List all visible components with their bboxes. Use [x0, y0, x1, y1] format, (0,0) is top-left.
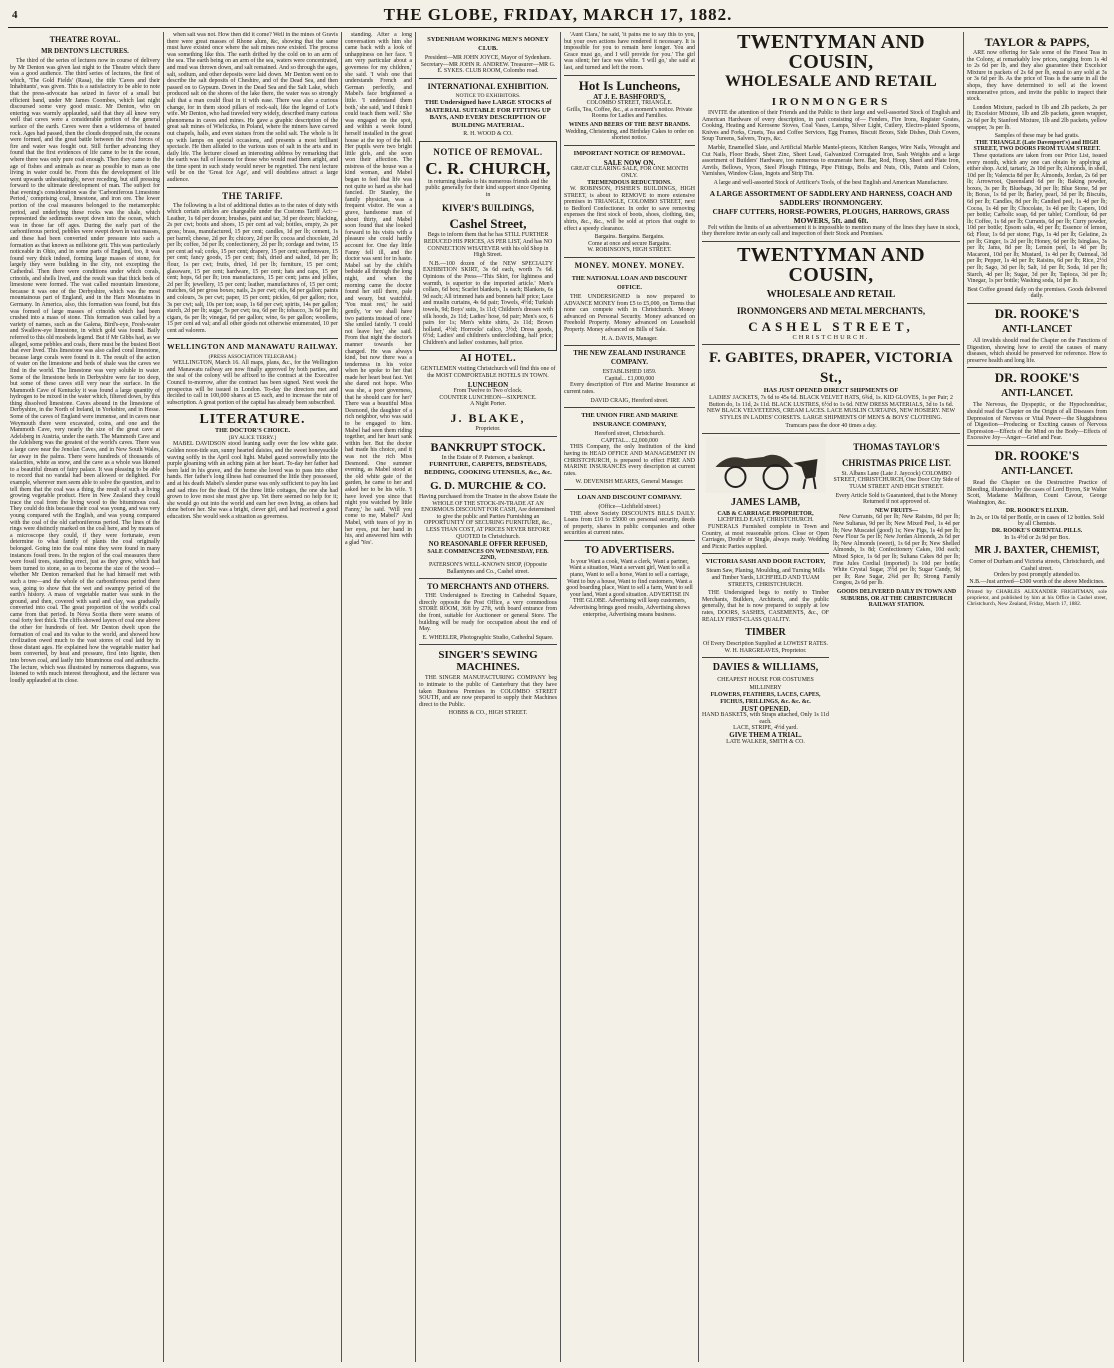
story-text: MABEL DAVIDSON stood leaning sadly over the low white gate. Golden noon-tide sun, sunny hearted daisies, and the sweet honeysuckle waving softly in the April cool light. Mabel gazed sorrowfully into the purple gloaming with an aching pain at her heart. To-day her father had been laid in his grave, and the home she loved was to pass into other hands. Her father's long illness had consumed the little they possessed, and at his death Mabel's slender purse was only sufficient to pay his last and sad rites for the dead. Of the three little cottages, the one she had grown to love most she must give up. Yet there seemed no help for it; she would go out into the world and earn her own living, as others had done before her. She was a bright, clever girl, and had received a good education. She would seek a situation as governess. — [167, 441, 338, 520]
blake-name: J. BLAKE, — [450, 411, 526, 426]
twentyman-tools: A large and well-assorted Stock of Artificer's Tools, of the best English and American Manufacture. — [713, 179, 949, 186]
come-at-once: Come at once and secure Bargains. — [588, 240, 671, 247]
twentyman-note: Felt within the limits of an advertisement it is impossible to mention many of the lines they have in stock, they therefore invite an early call and inspection of their Stock and Premises. — [702, 224, 960, 238]
pills-text: In 1s 4½d or 2s 9d per Box. — [1004, 534, 1070, 541]
saddlery-line: A LARGE ASSORTMENT OF SADDLERY AND HARNESS, COACH AND SADDLERS' IRONMONGERY. — [709, 188, 953, 207]
sydenham-heading: SYDENHAM WORKING MEN'S MONEY CLUB. — [427, 36, 549, 52]
taylor-ad — [833, 437, 960, 745]
luncheon-hours: From Twelve to Two o'clock. — [453, 388, 523, 395]
advertisers-heading: TO ADVERTISERS. — [584, 544, 675, 556]
church-name: C. R. CHURCH, — [425, 158, 551, 178]
column-rule — [163, 32, 164, 1362]
hargreaves-signature: W. H. HARGREAVES, Proprietor. — [724, 647, 807, 654]
gabites-heading: F. GABITES, DRAPER, VICTORIA St., — [708, 350, 953, 387]
nz-capital: Capital... £1,000,000 — [604, 375, 655, 382]
church-prices: Begs to inform them that he has STILL FURTHER REDUCED HIS PRICES, AS PER LIST, And has NO CONNECTION WHATEVER with his old Shop in High Street. — [423, 232, 553, 259]
church-price-list: N.B.—100 dozen of the NEW SPECIALTY EXHIBITION SKIRT, 3s 6d each, worth 7s 6d. Opinions of the Press—'This Skirt, for lightness and warmth, is superior to the imported article.' Men's collars, 6d box; Scarlet blankets, 1s each; Blankets, 6s 9d each; All trimmed hats and bonnets half price; Lace and muslin curtains, 4s 6d pair; Towels, 4½d; Turkish towels, 9d; Boys' suits, 1s 11d; Children's dresses with silk hoods, 2s 11d; Ladies' hose, 6d pair; Men's sox, 6 pairs for 1s; Men's white shirts, 2s 11d; Brown holland, 4½d; Horrocks' calico, 3½d; Dress goods, 6½d; Ladies' and children's underclothing, half price; Children's and ladies' costumes, half price. — [423, 260, 553, 346]
column-rule — [415, 32, 416, 1362]
robinson-signature: W. ROBINSON'S, HIGH STREET. — [587, 247, 672, 254]
sale-now-on: SALE NOW ON. — [603, 158, 656, 167]
coffee-note: Best Coffee ground daily on the premises. Goods delivered daily. — [967, 286, 1107, 300]
gabites-list: LADIES' JACKETS, 7s 6d to 45s 6d. BLACK VELVET HATS, 6¾d, 1s. KID GLOVES, 1s per Pair; 2 Button do, 1s 11d, 2s 11d. BLACK LUSTRES, 6½d to 1s 6d. NEW DRESS MATERIALS, 3d to 1s 6d. NEW BLACK VELVETEENS, CREAM LACES. LACE MUSLIN CURTAINS, NEW HOSIERY. NEW STYLES IN LADIES' CORSETS. LARGE SHIPMENTS OF MEN'S & BOYS' CLOTHING. — [706, 394, 956, 421]
timber-sub: Of Every Description Supplied at LOWEST RATES. — [702, 641, 829, 648]
taylor-address: St. Albans Lane (Late J. Jaycock) COLOMBO STREET, CHRISTCHURCH, One Door City Side of TUAM STREET AND HIGH STREET. — [833, 470, 960, 491]
taylor-papps-heading: TAYLOR & PAPPS, — [984, 35, 1090, 49]
bargains-line: Bargains. Bargains. Bargains. — [594, 234, 665, 241]
singer-heading: SINGER'S SEWING MACHINES. — [438, 649, 538, 674]
divider — [702, 657, 829, 658]
divider — [167, 409, 338, 410]
wholesale-heading-2: WHOLESALE AND RETAIL — [766, 288, 896, 300]
twentyman-heading: TWENTYMAN AND COUSIN, — [737, 32, 925, 73]
tea-mixtures: London Mixture, packed in 1lb and 2lb packets, 2s per lb; Excelsior Mixture, 1lb and 2lb packets, green wrapper, 2s 6d per lb; Stanford Mixture, 1lb and 2lb packets, yellow wrapper, 3s per lb. — [967, 104, 1107, 131]
removal-heading: NOTICE OF REMOVAL. — [433, 146, 543, 157]
tariff-heading: THE TARIFF. — [222, 190, 283, 201]
railway-heading: WELLINGTON AND MANAWATU RAILWAY. — [167, 341, 338, 351]
literature-heading: LITERATURE. — [199, 412, 306, 428]
counter-luncheon: COUNTER LUNCHEON—SIXPENCE. — [439, 394, 537, 401]
wood-signature: R. H. WOOD & CO. — [463, 131, 513, 137]
union-text: THIS Company, the only Institution of the kind having its HEAD OFFICE AND MANAGEMENT IN CHRISTCHURCH, is prepared to effect FIRE AND MARINE INSURANCES every description at current rates. — [564, 444, 695, 477]
divider — [419, 578, 557, 579]
rooke-text-3: Read the Chapter on the Destructive Practice of Bleeding, illustrated by the cases of Lord Byron, Sir Walter Scott, Madame Malibran, Count Cavour, George Washington, &c. — [967, 479, 1107, 506]
victoria-address: Steam Saw, Planing, Moulding, and Turning Mills and Timber Yards, LICHFIELD AND TUAM STREETS, CHRISTCHURCH. — [706, 568, 825, 588]
divider — [702, 553, 829, 554]
taylor-heading: THOMAS TAYLOR'S — [853, 441, 940, 452]
metal-merchants: IRONMONGERS AND METAL MERCHANTS, — [736, 305, 926, 316]
rooke-heading-2: DR. ROOKE'S — [994, 370, 1080, 386]
column-4 — [419, 32, 557, 1362]
divider — [564, 257, 695, 258]
price-quotations: These quotations are taken from our Price List, issued every month, which any one can obtain by applying at either shop. Acid, tartaric, 2s 10d per lb; Almonds, in shell, 10d per lb; Valencia 8d per lb; Almonds, Jordan, 2s 6d per lb; Arrowroot, Queensland 6d per lb; Baking powder, boxes, 3s per lb; Bluebags, 3d per lb; Blue Stone, 5d per lb; Borax, 1s 6d per lb; Barley, pearl, 3d per lb; Biscuits, 6d per lb; Candles, 8d per lb; Candied peel, 1s 4d per lb; Cocoa, 1s 4d per lb; Chocolate, 1s 4d per lb; Capers, 10d per bottle; Carbolic soap, 6d per tablet; Cornflour, 6d per lb; Coffee, 1s 6d per lb; Currants, 6d per lb; Curry powder, 10d per bottle; Epsom salts, 4d per lb; Essence of lemon, 6d; Flour, 1s 6d per stone; Figs, 1s 4d per lb; Gelatine, 2s per lb; Ginger, 1s 2d per lb; Honey, 6d per lb; Isinglass, 3s per lb; Jams, 8d per lb; Lemon peel, 1s 4d per lb; Macaroni, 10d per lb; Mustard, 1s 4d per lb; Oatmeal, 3d per lb; Pepper, 1s 4d per lb; Raisins, 6d per lb; Rice, 2½d per lb; Sago, 3d per lb; Salt, 1d per lb; Soda, 1d per lb; Starch, 4d per lb; Sugar, 3d per lb; Tapioca, 3d per lb; Vinegar, 1s per bottle; Washing soda, 1d per lb. — [967, 152, 1107, 285]
lecture-article: The third of the series of lectures now in course of delivery by Mr Denton was given last night to the Theatre which there was a good audience. The third series of lectures, the first of which, 'The Gold Fields' (Rasa), the title 'Caves and their Inhabitants', was given. This is a satisfactory to be able to note that the press-advocate has seized in favor of a small but efficient band, under Mr James Coombes, which last night discoursed some very good music. Mr Denton, who on entering was warmly applauded, said that they all knew very well that caves were a considerable portion of the general surface of the earth. Caves were then a wilderness of heated rock. Ages had passed, then the clouds dropped rain, the oceans were formed, and the great battle between the rival forces of fire and water was fought out. Still further advancing they found that the first evidences of life came to be in the ocean, where there was only pure coal enough. Then they came to the age of fishes and animals as near as possible to man as one living in water could be. From this the development of life went upwards unhesitatingly, never receding, but still pressing forward to the ultimate development of man. The subject for that evening's consideration was the 'Carboniferous Limestone Period,' comprising coal, limestone, and iron ore. The lower portion of the coal measures belonged to the metamorphic period, and underlying these rocks was the shale, which represented the sediments swept down into the ocean, which was in those far off ages. During the early part of the carboniferous period, pebbles were swept down in vast masses, and these had been converted under pressure into such a formation as that known as millstone grit. This was particularly noticeable in Ohio, and in some parts of England, too, it was found very thick indeed, forming large masses of stone, for largely they were building in the city, not excepting the Cathedral. Then there were conditions under which corals, crinoids, and shells lived, and the result was that thick beds of limestone were formed. The vast called mountain limestone, because it was one of the Derbyshire, which was the most mountainous part of England, and in the Harz Mountains in Germany. In America, also, this formation was found, but this was formed of large masses of crinoids which had been crushed into a mass of stone. This formation was called by a variety of names, such as the Galena, Bird's-eye, Fresh-water and Swallow-eye limestone, in which gold was found. Baily referred to this old mosbeds legend. But if Mr Gibbs had, as we alleged, some pebbles and coals, there must be the busiest Boot that ever lived. This limestone was also called coral limestone, because large corals were found in it. The result of the action of water on the limestone and beds of shale was the caves we find in the world. The limestone was very soluble in water. Some of the limestone beds in Derbyshire were far too deep, but some of these caves still very near the surface. In the Mammoth Cave of Kentucky it was found a large quantity of hydrogen to be mixed in the water which, filtered down, by this thing dissolved limestone. Caves abound in the limestone of Derbyshire, in the North of Ireland, in Yorkshire, and in Hesse. Some of the caves of England were immense, and in caves near Weymouth there were excavated, coins, and one and the Mammoth Cave, very nearly the size of the great cave at Adelsberg in Austria, under the earth. The Mammoth Cave and the Adelsberg was the greatest of the world's caves. There was a large cave near the Jenolan Caves, and in New South Wales, far away in the palms. There were hundreds of thousands of stalactites, white as snow, and the cave as a whole was likened to a beautiful dream of fairy palace. It was pleasing to be able to record that no vandal had been allowed or delighted. For example, wherever men seem able to solve the question, and to tell them that the coal was a thing, the result of such a living growing vegetable product. Here in New Zealand they could trace the coal from the living wood to the bituminous coal. They could do this because their coal was young, and was very young compared with the English, and was young compared with the coal of the old carboniferous period. The lines of the rings were distinctly marked on the coal here, and by means of a microscope they could, if they were fortunate, even determine to what family of plants the coal originally belonged. Going into the coal mine they were found in many instances fossil trees. In the region of the coal measures there were fossil trees, standing erect, just as they grew, which had been turned to stone, so as to become the size of the wood—whether Mr Denton remarked that he had himself met with such a tree—and the whole of the carboniferous period there was, going to show that the wet and swampy period of the earth's history. A mass of vegetable matter was sunk in the ground, and then, covered with sand and clay, was gradually converted into coal. The great proportion of the world's coal came from that period. In Nova Scotia there were seams of coal forty feet thick. The cliffs showed layers of coal one above the other for hundreds of feet. Mr Denton dwelt upon the formation of coal and its value to the world, and showed how civilization owed much to the vast stores of coal laid by in those distant ages. He explained how the vegetable matter had been converted, by heat and pressure, first into lignite, then into brown coal, and lastly into bituminous coal and anthracite. The lecture, which was illustrated by numerous diagrams, was listened to with much interest throughout, and the lecturer was loudly applauded at its close. — [10, 58, 160, 684]
divider — [564, 489, 695, 490]
hand-baskets: HAND BASKETS, with Straps attached, Only 1s 11d each. — [702, 712, 829, 725]
twentyman-heading-2: TWENTYMAN AND COUSIN, — [737, 243, 925, 286]
railway-subheading: (PRESS ASSOCIATION TELEGRAM.) — [208, 353, 297, 360]
merchants-text: THE Undersigned is Erecting in Cathedral Square, directly opposite the Post Office, a very commodious STORE ROOM, 36ft by 27ft, with board entrance from the front, suitable for Auctioneer or general Store. The building will be ready for occupation about the end of May. — [419, 593, 557, 633]
late-walker: LATE WALKER, SMITH & CO. — [726, 738, 805, 745]
column-rule — [341, 32, 342, 1362]
theatre-heading: THEATRE ROYAL. — [49, 35, 121, 44]
anti-lancet-3: ANTI-LANCET. — [1001, 465, 1073, 477]
lamb-ad — [702, 437, 829, 745]
rooke-heading-1: DR. ROOKE'S — [994, 305, 1080, 321]
clearing-sale: GREAT CLEARING SALE, FOR ONE MONTH ONLY. — [570, 166, 689, 179]
bankrupt-estate: In the Estate of P. Paterson, a bankrupt. — [441, 454, 535, 461]
taylor-papps-text: ARE now offering for Sale some of the Finest Teas in the Colony, at remarkably low prices, ranging from 1s 4d to 2s 6d per lb, and they also guarantee their Excelsior Mixture in packets of 2s 6d per lb, equal to any sold at 3s or 3s 6d per lb. As the price of Teas is the same in all the shops, they have determined to sell at the lowest remunerative prices, and invite the public to inspect their stock. — [967, 50, 1107, 103]
lamb-name: JAMES LAMB, — [731, 496, 800, 508]
tramcars-note: Tramcars pass the door 40 times a day. — [785, 423, 877, 430]
story-title: THE DOCTOR'S CHOICE. — [214, 427, 290, 435]
rooke-text-1: All invalids should read the Chapter on the Functions of Digestion, showing how to avoid the causes of many diseases, which should be preserved for reference. How to preserve health and long life. — [967, 337, 1107, 364]
loan-text: THE UNDERSIGNED is now prepared to ADVANCE MONEY from £5 to £5,000, on Terms that none can compete with in Christchurch. Money advanced on Personal Security. Money advanced on Freehold Property. Money advanced on Leasehold Property. Money advanced on Bills of Sale. — [564, 294, 695, 333]
church-intro: in returning thanks to his numerous friends and the public generally for their kind support since Opening in — [425, 178, 551, 198]
wheeler-signature: E. WHEELER, Photographic Studio, Cathedral Square. — [422, 634, 554, 641]
divider — [702, 344, 960, 345]
masthead — [8, 4, 1108, 28]
masthead-title: THE GLOBE, FRIDAY, MARCH 17, 1882. — [383, 5, 733, 24]
imprint: Printed by CHARLES ALEXANDER FRIGHTMAN, sole proprietor, and published by him at his Office in Cashel street, Christchurch, New Zealand, Friday, March 17, 1882. — [967, 586, 1107, 607]
twentyman-stock: INVITE the attention of their Friends and the Public to their large and well-assorted Stock of English and American Hardware of every description, in part consisting of— Fenders, Fire Irons, Register Grates, Cooking, Heating and Kerosene Stoves, Coal Vases, Lamps, Silver Light, Cutlery, Electro-plated Spoons, Knives and Forks, Cruets, Tea and Coffee Services, Egg Frames, Biscuit Boxes, Side Dishes, Dish Covers, Soup Tureens, Salvers, Trays, &c. — [702, 110, 960, 143]
cashel-street-2: CASHEL STREET, — [748, 318, 914, 334]
davies-text: FLOWERS, FEATHERS, LACES, CAPES, FICHUS, FRILLINGS, &c. &c. &c. — [710, 692, 821, 705]
davies-heading: DAVIES & WILLIAMS, — [712, 662, 819, 674]
divider — [702, 241, 960, 242]
christchurch-line: CHRISTCHURCH. — [792, 333, 870, 341]
bankrupt-heading: BANKRUPT STOCK. — [430, 439, 546, 454]
union-heading: THE UNION FIRE AND MARINE INSURANCE COMPANY, — [581, 412, 678, 429]
nz-text: Every description of Fire and Marine Insurance at current rates. — [564, 382, 695, 395]
gabites-subheading: HAS JUST OPENED DIRECT SHIPMENTS OF — [763, 387, 899, 395]
divider — [564, 145, 695, 146]
lower-ads — [702, 437, 960, 745]
twentyman-hardware: Marble, Enamelled Slate, and Artificial Marble Mantel-pieces, Kitchen Ranges, Wire Nails, Wrought and Cut Nails, Floor Brads, Sheet Zinc, Sheet Lead, Galvanized Corrugated Iron, Sash Weights and a large assortment of Builders' Hardware, too numerous to enumerate here. Bar, Rod, Hoop, Sheet and Plate Iron, Anvils, Bellows, Vyces, Steel Plough Fittings, Pipe Fittings, Bolts and Nuts, Oils, Paints and Colors, Varnishes, Window Glass, Ingots and Strip Tin. — [702, 144, 960, 178]
blake-title: Proprietor. — [475, 426, 501, 433]
salt-article: when salt was not. How then did it come? Well in the mines of Gravis there were great masses of Rhone alum, &c, showing that the same must have existed once where the salt mines now existed. The process was something like this. The earth drifted by the cold on to an arm of the sea. The earth being on an arm of the sea, waters were concentrated, and mud was thrown down, and salt remained. And so through the ages, salt, sodium, and other deposits were laid down. Mr Denton went on to describe the salt deposits of Cheshire, and of the Dead Sea, and then passed on to Gypsum. Down in the Dead Sea and the Salt Lake, which produced salt on the shores of the lake there, the water was so strongly salt that a man could float in it with ease. There was also a curious change, for in them stood pillars of rock-salt, like the legend of Lot's wife. Mr Denton, who had traveled very widely, described many curious phenomena in caves and mines. He gave a graphic description of the great salt mines of Wieliczka, in Poland, where the miners have carved out chapels, halls, and even statues from the solid salt. The whole is lit up with lamps on special occasions, and presents a most brilliant spectacle. He then alluded to the various uses of salt in the arts and in daily life. The lecturer closed an interesting address by remarking that the earth was full of lessons for those who would read them aright, and the time spent in such study would never be regretted. The next lecture will be on the 'Great Ice Age', and will doubtless attract a large audience. — [167, 32, 338, 184]
divider — [167, 338, 338, 339]
anti-lancet-2: ANTI-LANCET. — [1001, 388, 1073, 400]
loan-company-text: THE above Society DISCOUNTS BILLS DAILY. Loans from £10 to £5000 on personal security, deeds of property, shares in public companies and other securities at current rates. — [564, 510, 695, 537]
luncheons-heading: Hot Is Luncheons, — [578, 77, 681, 93]
singer-text: THE SINGER MANUFACTURING COMPANY beg to intimate to the public of Canterbury that they have taken Business Premises in COLOMBO STREET SOUTH, and are now prepared to supply their Machines direct to the Public. — [419, 675, 557, 708]
railway-article: WELLINGTON, March 16. All maps, plans, &c., for the Wellington and Manawatu railway are now finally approved by both parties, and the seal of the colony will be affixed to the contract at the Executive Council to-morrow, after the contract has been signed. Next week the prospectus will be issued in London. To-day the directors met and decided to call in 100,000 shares at £5 each, and to increase the rate of subscription. A great portion of the capital has already been subscribed. — [167, 360, 338, 406]
nz-established: ESTABLISHED 1859. — [602, 369, 657, 376]
divider — [419, 644, 557, 645]
victoria-text: THE Undersigned begs to notify to Timber Merchants, Builders, Architects, and the public generally, that he is now prepared to supply at low rates, DOORS, SASHES, CASEMENTS, &c., OF REALLY FIRST-CLASS QUALITY. — [702, 590, 829, 623]
divider — [419, 436, 557, 437]
exhibitors-notice: NOTICE TO EXHIBITORS. — [455, 92, 521, 99]
rooke-heading-3: DR. ROOKE'S — [994, 447, 1080, 463]
victoria-heading: VICTORIA SASH AND DOOR FACTORY, — [705, 558, 826, 566]
bashford-name: AT J. E. BASHFORD'S, — [593, 92, 666, 101]
sydenham-text: President—MR JOHN JOYCE, Mayor of Sydenham. Secretary—MR JOHN R. ANDREW. Treasurer—MR G. E. SYKES. CLUB ROOM, Colombo road. — [420, 55, 556, 75]
anti-lancet-1: ANTI-LANCET — [1001, 323, 1072, 335]
fruits-list: New Currants, 6d per lb; New Raisins, 8d per lb; New Sultanas, 9d per lb; New Mixed Peel, 1s 4d per lb; New Muscatel (good) 1s; New Figs, 1s 4d per lb; New Flour 5s per lb; New Jordan Almonds, 2s 6d per lb; New Almonds (sweet), 1s 6d per lb; New Shelled Almonds, 1s 8d; Confectionery Cakes, 10d each; Mixed Spice, 1s 6d per lb; Sultana Cakes 8d per lb; Fine Jules Cordial (imported) 1s 10d per bottle; White Crystal Sugar, 3½d per lb; Sugar Candy, 9d per lb; Raw Sugar, 2¾d per lb; Strong Family Congou, 2s 6d per lb. — [833, 514, 960, 587]
no-offer-refused: NO REASONABLE OFFER REFUSED, — [428, 541, 548, 549]
goods-delivered: GOODS DELIVERED DAILY IN TOWN AND SUBURBS, OR AT THE CHRISTCHURCH RAILWAY STATION. — [836, 588, 957, 609]
bankrupt-text: Having purchased from the Trustee in the above Estate the WHOLE OF THE STOCK-IN-TRADE AT AN ENORMOUS DISCOUNT FOR CASH, Are determined to give the public and Parties Furnishing an OPPORTUNITY OF SECURING FURNITURE, &c., LESS THAN COST, AT PRICES NEVER BEFORE QUOTED In Christchurch. — [419, 494, 557, 540]
new-fruits-label: NEW FRUITS— — [875, 507, 918, 514]
chaff-line: CHAFF CUTTERS, HORSE-POWERS, PLOUGHS, HARROWS, GRASS MOWERS, 5ft. and 6ft. — [712, 206, 950, 225]
divider — [564, 75, 695, 76]
lamb-address: LICHFIELD EAST, CHRISTCHURCH. — [717, 517, 814, 524]
just-opened: JUST OPENED. — [740, 704, 791, 713]
union-capital: CAPITAL... £2,000,000 — [601, 437, 658, 444]
column-5 — [564, 32, 695, 1362]
column-7 — [967, 32, 1107, 1362]
tremendous-reductions: TREMENDOUS REDUCTIONS. — [587, 179, 672, 186]
column-3 — [345, 32, 412, 1362]
column-rule — [698, 32, 699, 1362]
column-rule — [560, 32, 561, 1362]
paterson-shop: PATERSON'S WELL-KNOWN SHOP, (Opposite Ballantynes and Co., Cashel street. — [429, 561, 547, 575]
divider — [167, 187, 338, 188]
timber-heading: TIMBER — [745, 627, 786, 639]
removal-notice-heading: IMPORTANT NOTICE OF REMOVAL. — [573, 149, 686, 157]
divider — [702, 433, 960, 434]
elixir-text: In 2s, or 10s 6d per Bottle, or in cases of 12 bottles. Sold by all Chemists. — [970, 514, 1104, 528]
give-trial: GIVE THEM A TRIAL. — [729, 730, 802, 739]
tariff-article: The following is a list of additional duties as to the rates of duty with which certain articles are chargeable under the Customs Tariff Act:— Leather, 1s 6d per dozen; brushes, paint and tar, 3d per dozen; blacking, 2s per cwt; boots and shoes, 15 per cent ad val; bottles, empty, 2s per gross; brass, manufactured, 15 per cent; candles, 1d per lb; cement, 1s per barrel; cheese, 2d per lb; chicory, 2d per lb; cocoa and chocolate, 2d per lb; coffee, 3d per lb; confectionery, 2d per lb; cordage and twine, 15 per cent ad val; corks, 15 per cent; drapery, 15 per cent; earthenware, 15 per cent; fancy goods, 15 per cent; fish, dried and salted, 1d per lb; flour, 1s per cwt; fruits, dried, 1d per lb; furniture, 15 per cent; glassware, 15 per cent; hardware, 15 per cent; hats and caps, 15 per cent; hops, 6d per lb; iron manufactures, 15 per cent; jams and jellies, 2d per lb; jewellery, 15 per cent; leather, manufactures of, 15 per cent; matches, 6d per gross boxes; nails, 2s per cwt; oils, 6d per gallon; paints and colours, 3s per cwt; paper, 15 per cent; pickles, 6d per gallon; rice, 3s per cwt; salt, 10s per ton; soap, 1s 6d per cwt; spirits, 14s per gallon; starch, 2d per lb; sugar, 5s per cwt; tea, 6d per lb; tobacco, 3s 6d per lb; cigars, 6s per lb; vinegar, 6d per gallon; wine, 6s per gallon; woollens, 15 per cent ad val; and all other goods not otherwise enumerated, 10 per cent ad valorem. — [167, 202, 338, 334]
cashel-street: Cashel Street, — [449, 216, 527, 232]
divider — [564, 345, 695, 346]
loan-office-heading: THE NATIONAL LOAN AND DISCOUNT OFFICE. — [571, 275, 688, 292]
sale-commences: SALE COMMENCES ON WEDNESDAY, FEB. 22ND, — [427, 548, 549, 562]
story-byline: [BY ALICE TERRY.] — [228, 434, 277, 441]
night-porter: A Night Porter. — [470, 401, 506, 408]
wedding-cakes: Wedding, Christening, and Birthday Cakes to order on shortest notice. — [565, 128, 694, 142]
removal-ad — [419, 141, 557, 352]
shop-locations: THE TRIANGLE (Late Davenport's) and HIGH STREET, TWO DOORS FROM TUAM STREET. — [973, 139, 1101, 153]
merchants-heading: TO MERCHANTS AND OTHERS. — [427, 582, 549, 592]
hobbs-signature: HOBBS & CO., HIGH STREET. — [448, 710, 528, 717]
divider — [967, 367, 1107, 368]
exhibition-heading: INTERNATIONAL EXHIBITION. — [427, 81, 549, 91]
murchie-name: G. D. MURCHIE & CO. — [430, 480, 546, 493]
post-orders: Orders by post promptly attended to. — [993, 572, 1081, 579]
clara-text: 'Aunt Clara,' he said, 'it pains me to say this to you, but your own actions have rendered it necessary. It is impossible for you to remain here longer. You and Grace must go, and I will provide for you.' The girl was silent; her face was white. 'I will go,' she said at last, and turned and left the room. — [564, 32, 695, 71]
lamb-title: CAB & CARRIAGE PROPRIETOR, — [717, 510, 814, 517]
meares-signature: W. DEVENISH MEARES, General Manager. — [575, 479, 684, 486]
loan-company-office: (Office—Lichfield street.) — [598, 503, 661, 510]
kivers-buildings: KIVER'S BUILDINGS, — [441, 203, 535, 214]
baxter-address: Corner of Durham and Victoria streets, Christchurch, and Cashel street. — [969, 559, 1105, 572]
hotel-text: GENTLEMEN visiting Christchurch will find this one of the MOST COMFORTABLE HOTELS IN TOWN. — [420, 366, 556, 380]
robinson-text: W. ROBINSON, FISHER'S BUILDINGS, HIGH STREET, is about to REMOVE to more extensive premises in TRIANGLE, COLOMBO STREET, next to Bedford Confectioner. In order to save removing expenses the first stock of boots, shoes, clothing, ties, shirts, &c., &c., will be sold at prices that ought to effect a speedy clearance. — [564, 186, 695, 232]
story-continued: standing. After a long conversation with him she came back with a look of unhappiness on her face. 'I am very particular about a governess for my children,' she said. 'I wish one that understands French and German perfectly, and Mabel's face brightened a little. 'I understand them both,' she said, 'and I think I could teach them well.' She was engaged on the spot, and within a week found herself installed in the great house at the top of the hill. Her pupils were two bright little girls, and she soon won their affection. The mistress of the house was a kind woman, and Mabel began to feel that life was not quite so hard as she had fancied. Dr Stanley, the family physician, was a frequent visitor. He was a grave, handsome man of about thirty, and Mabel soon found that she looked forward to his visits with a pleasure she could hardly account for. One day little Fanny fell ill, and the doctor was sent for in haste. Mabel sat by the child's bedside all through the long night, and when the morning came the doctor found her still there, pale and weary, but watchful. 'You must rest,' he said gently, 'or we shall have two patients instead of one.' She smiled faintly. 'I could not leave her,' she said. From that night the doctor's manner towards her changed. He was always kind, but now there was a tenderness in his voice when he spoke to her that made her heart beat fast. Yet she dared not hope. Who was she, a poor governess, that he should care for her? There was a beautiful Miss Desmond, the daughter of a rich neighbor, who was said to be engaged to him. Mabel had seen them riding together, and her heart sank within her. But the doctor had made his choice, and it was not the rich Miss Desmond. One summer evening, as Mabel stood at the old white gate of the garden, he came to her and asked her to be his wife. 'I have loved you since that night you watched by little Fanny,' he said. 'Will you come to me, Mabel?' And Mabel, with tears of joy in her eyes, put her hand in his, and answered him with a glad 'Yes'. — [345, 32, 412, 546]
baxter-heading: MR J. BAXTER, CHEMIST, — [974, 545, 1100, 557]
rooke-text-2: The Nervous, the Dyspeptic, or the Hypochondriac, should read the Chapter on the Origin of all Diseases from Depression of Nervous or Vital Power—the Sluggishness of Digestion—Producing or Exciting causes of Nervous Depression—Effects of the Mind on the Body—Effects of Excessive Joy—Anger—Grief and Fear. — [967, 402, 1107, 442]
divider — [564, 540, 695, 541]
samples-note: Samples of these may be had gratis. — [994, 133, 1080, 140]
ironmongers-heading: IRONMONGERS — [771, 96, 891, 108]
lace-stripe: LACE, STRIPE, 4½d yard. — [733, 725, 798, 732]
bashford-address: COLOMBO STREET, TRIANGLE. — [586, 100, 673, 107]
column-1 — [10, 32, 160, 1362]
bankrupt-items: FURNITURE, CARPETS, BEDSTEADS, BEDDING, COOKING UTENSILS, &c., &c. — [424, 461, 552, 476]
page-number: 4 — [12, 9, 19, 21]
davies-sub: CHEAPEST HOUSE FOR COSTUMES MILLINERY — [717, 677, 814, 692]
divider — [967, 303, 1107, 304]
carriage-illustration — [702, 437, 829, 493]
exhibition-text: THE Undersigned have LARGE STOCKS of MATERIAL SUITABLE FOR FITTING UP BAYS, AND EVERY DESCRIPTION OF BUILDING MATERIAL. — [424, 99, 552, 129]
elixir-heading: DR. ROOKE'S ELIXIR. — [1005, 508, 1069, 515]
column-2 — [167, 32, 338, 1362]
bashford-text: Grills, Tea, Coffee, &c., at a moment's notice. Private Rooms for Ladies and Families. — [566, 106, 693, 120]
arrival-note: N.B.—Just arrived—£300 worth of the above Medicines. — [969, 579, 1105, 586]
craig-signature: DAVID CRAIG, Hereford street. — [590, 397, 669, 404]
divider — [967, 445, 1107, 446]
advertisers-text: Is your Want a cook, Want a clerk, Want a partner, Want a situation, Want a servant girl, Want to sell a piano, Want to sell a horse, Want to sell a carriage, Want to buy a house, Want to find customers, Want a good boarding place, Want to sell a farm, Want to sell your land, Want a good situation. ADVERTISE IN THE GLOBE. Advertising will keep customers, Advertising brings good results, Advertising shows enterprise, Advertising means business. — [566, 558, 693, 618]
wines-line: WINES AND BEERS OF THE BEST BRANDS. — [568, 121, 691, 128]
ai-hotel-heading: AI HOTEL. — [459, 353, 517, 365]
lectures-heading: MR DENTON'S LECTURES. — [41, 48, 129, 55]
taylor-guarantee: Every Article Sold is Guaranteed, that is the Money Returned if not approved of. — [835, 492, 958, 506]
lamb-text: FUNERALS Furnished complete in Town and Country, at most reasonable prices. Close or Open Carriages, Double or Single, always ready. Wedding and Picnic Parties supplied. — [702, 524, 829, 550]
wholesale-heading: WHOLESALE AND RETAIL — [725, 73, 937, 90]
price-list-heading: CHRISTMAS PRICE LIST. — [841, 457, 952, 468]
davis-signature: H. A. DAVIS, Manager. — [601, 335, 658, 342]
loan-company-heading: LOAN AND DISCOUNT COMPANY. — [577, 493, 682, 501]
column-6 — [702, 32, 960, 1362]
luncheon-label: LUNCHEON — [467, 380, 509, 389]
nz-insurance-heading: THE NEW ZEALAND INSURANCE COMPANY. — [573, 349, 686, 367]
pills-heading: DR. ROOKE'S ORIENTAL PILLS. — [991, 528, 1083, 535]
column-rule — [963, 32, 964, 1362]
money-heading: MONEY. MONEY. MONEY. — [574, 261, 685, 271]
divider — [564, 407, 695, 408]
union-address: Hereford street, Christchurch. — [594, 431, 665, 438]
divider — [419, 78, 557, 79]
